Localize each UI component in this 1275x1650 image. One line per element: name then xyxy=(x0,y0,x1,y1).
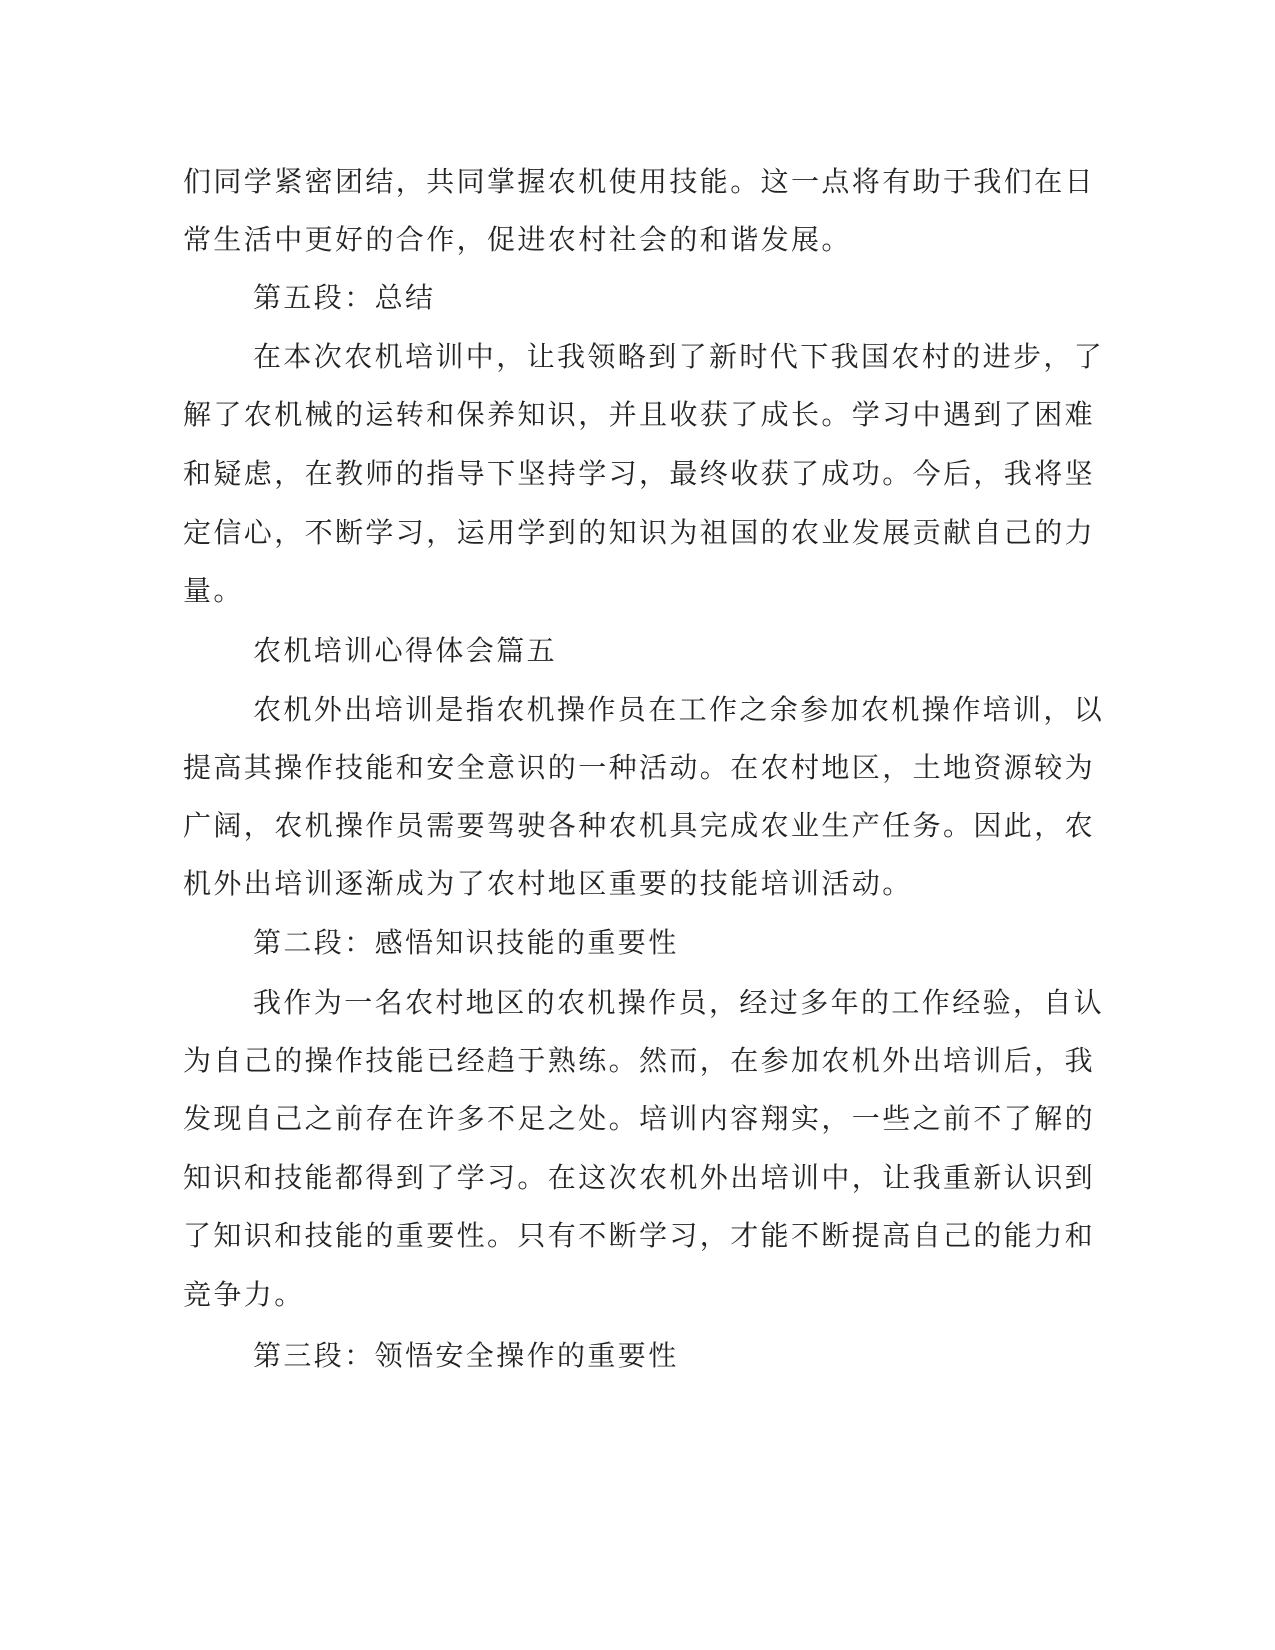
text-line: 农机外出培训是指农机操作员在工作之余参加农机操作培训，以 xyxy=(253,693,1105,726)
text-line: 常生活中更好的合作，促进农村社会的和谐发展。 xyxy=(183,223,852,256)
text-line: 广阔，农机操作员需要驾驶各种农机具完成农业生产任务。因此，农 xyxy=(183,809,1096,842)
text-line: 竞争力。 xyxy=(183,1278,305,1311)
text-line: 机外出培训逐渐成为了农村地区重要的技能培训活动。 xyxy=(183,867,913,900)
text-line: 为自己的操作技能已经趋于熟练。然而，在参加农机外出培训后，我 xyxy=(183,1044,1096,1077)
section-heading: 第二段：感悟知识技能的重要性 xyxy=(253,926,679,959)
text-line: 们同学紧密团结，共同掌握农机使用技能。这一点将有助于我们在日 xyxy=(183,165,1096,198)
text-line: 解了农机械的运转和保养知识，并且收获了成长。学习中遇到了困难 xyxy=(183,398,1096,431)
text-line: 提高其操作技能和安全意识的一种活动。在农村地区，土地资源较为 xyxy=(183,751,1096,784)
article-title: 农机培训心得体会篇五 xyxy=(253,634,558,667)
text-line: 定信心，不断学习，运用学到的知识为祖国的农业发展贡献自己的力 xyxy=(183,516,1096,549)
text-line: 了知识和技能的重要性。只有不断学习，才能不断提高自己的能力和 xyxy=(183,1219,1096,1252)
text-line: 发现自己之前存在许多不足之处。培训内容翔实，一些之前不了解的 xyxy=(183,1102,1096,1135)
section-heading: 第五段：总结 xyxy=(253,281,436,314)
section-heading: 第三段：领悟安全操作的重要性 xyxy=(253,1339,679,1372)
text-line: 和疑虑，在教师的指导下坚持学习，最终收获了成功。今后，我将坚 xyxy=(183,457,1096,490)
text-line: 知识和技能都得到了学习。在这次农机外出培训中，让我重新认识到 xyxy=(183,1161,1096,1194)
text-line: 在本次农机培训中，让我领略到了新时代下我国农村的进步，了 xyxy=(253,340,1105,373)
text-line: 量。 xyxy=(183,574,244,607)
text-line: 我作为一名农村地区的农机操作员，经过多年的工作经验，自认 xyxy=(253,986,1105,1019)
